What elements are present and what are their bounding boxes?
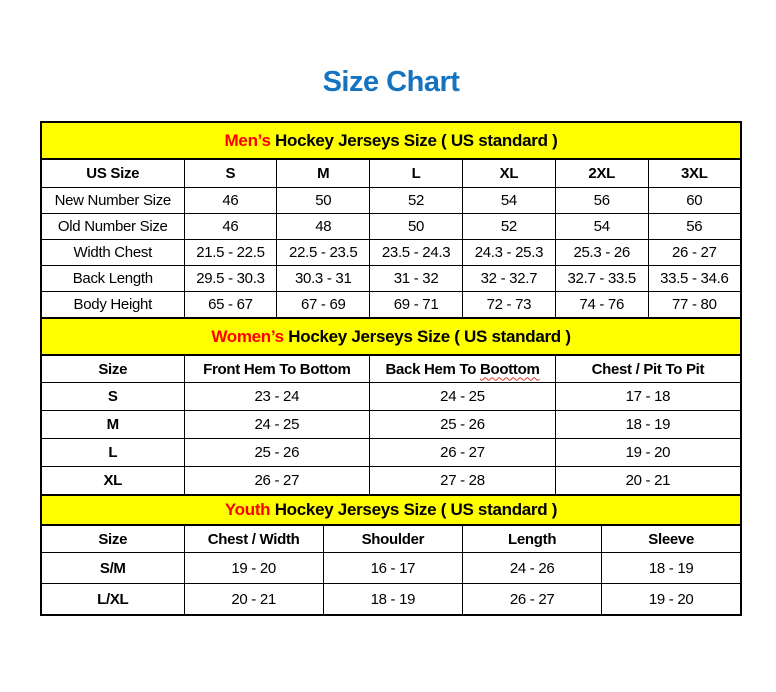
value-cell: 31 - 32	[370, 266, 463, 292]
value-cell: 23 - 24	[184, 383, 370, 411]
row-label-cell: XL	[41, 467, 184, 496]
value-cell: 20 - 21	[555, 467, 741, 496]
column-header-cell: Chest / Width	[184, 525, 323, 553]
value-cell: 52	[370, 188, 463, 214]
column-header-row	[41, 525, 741, 553]
section-band-row	[41, 495, 741, 525]
table-row	[41, 214, 741, 240]
section-band-row	[41, 122, 741, 159]
section-title-rest: Hockey Jerseys Size ( US standard )	[270, 500, 558, 519]
table-row	[41, 266, 741, 292]
column-header-cell: US Size	[41, 159, 184, 188]
table-row	[41, 292, 741, 319]
row-label-cell: L/XL	[41, 584, 184, 616]
row-label-cell: Old Number Size	[41, 214, 184, 240]
value-cell: 65 - 67	[184, 292, 277, 319]
row-label-cell: L	[41, 439, 184, 467]
value-cell: 56	[555, 188, 648, 214]
column-header-cell: Chest / Pit To Pit	[555, 355, 741, 383]
column-header-cell: 3XL	[648, 159, 741, 188]
womens-size-table	[40, 317, 742, 496]
value-cell: 32 - 32.7	[462, 266, 555, 292]
value-cell: 50	[277, 188, 370, 214]
row-label-cell: New Number Size	[41, 188, 184, 214]
section-title-cell	[41, 122, 741, 159]
value-cell: 46	[184, 214, 277, 240]
table-row	[41, 240, 741, 266]
table-row	[41, 439, 741, 467]
value-cell: 21.5 - 22.5	[184, 240, 277, 266]
value-cell: 19 - 20	[602, 584, 741, 616]
value-cell: 56	[648, 214, 741, 240]
section-title-rest: Hockey Jerseys Size ( US standard )	[283, 326, 571, 346]
column-header-cell: Sleeve	[602, 525, 741, 553]
value-cell: 67 - 69	[277, 292, 370, 319]
column-header-cell: Length	[463, 525, 602, 553]
value-cell: 72 - 73	[462, 292, 555, 319]
value-cell: 24 - 25	[370, 383, 556, 411]
value-cell: 50	[370, 214, 463, 240]
table-row	[41, 584, 741, 616]
value-cell: 26 - 27	[184, 467, 370, 496]
section-title-highlight: Women’s	[211, 326, 284, 346]
value-cell: 29.5 - 30.3	[184, 266, 277, 292]
value-cell: 25.3 - 26	[555, 240, 648, 266]
table-row	[41, 383, 741, 411]
value-cell: 26 - 27	[648, 240, 741, 266]
table-row	[41, 553, 741, 584]
value-cell: 24.3 - 25.3	[462, 240, 555, 266]
section-title-rest: Hockey Jerseys Size ( US standard )	[270, 130, 558, 150]
value-cell: 52	[462, 214, 555, 240]
table-row	[41, 188, 741, 214]
value-cell: 30.3 - 31	[277, 266, 370, 292]
value-cell: 26 - 27	[370, 439, 556, 467]
value-cell: 46	[184, 188, 277, 214]
value-cell: 19 - 20	[184, 553, 323, 584]
column-header-row	[41, 159, 741, 188]
value-cell: 16 - 17	[323, 553, 462, 584]
value-cell: 32.7 - 33.5	[555, 266, 648, 292]
misspelled-word: Boottom	[479, 360, 540, 378]
section-title-highlight: Youth	[224, 500, 271, 519]
column-header-row	[41, 355, 741, 383]
table-row	[41, 467, 741, 496]
value-cell: 33.5 - 34.6	[648, 266, 741, 292]
column-header-cell: M	[277, 159, 370, 188]
value-cell: 54	[462, 188, 555, 214]
column-header-cell: Size	[41, 355, 184, 383]
table-row	[41, 411, 741, 439]
column-header-cell: 2XL	[555, 159, 648, 188]
value-cell: 22.5 - 23.5	[277, 240, 370, 266]
column-header-cell: L	[370, 159, 463, 188]
column-header-cell: Shoulder	[323, 525, 462, 553]
value-cell: 54	[555, 214, 648, 240]
section-title-cell	[41, 318, 741, 355]
column-header-cell: S	[184, 159, 277, 188]
row-label-cell: S/M	[41, 553, 184, 584]
column-header-cell: Front Hem To Bottom	[184, 355, 370, 383]
value-cell: 18 - 19	[555, 411, 741, 439]
row-label-cell: Back Length	[41, 266, 184, 292]
page-title: Size Chart	[322, 66, 460, 98]
value-cell: 69 - 71	[370, 292, 463, 319]
value-cell: 18 - 19	[323, 584, 462, 616]
section-title-cell	[41, 495, 741, 525]
row-label-cell: Width Chest	[41, 240, 184, 266]
value-cell: 25 - 26	[184, 439, 370, 467]
section-title-highlight: Men’s	[224, 130, 271, 150]
value-cell: 18 - 19	[602, 553, 741, 584]
row-label-cell: S	[41, 383, 184, 411]
value-cell: 19 - 20	[555, 439, 741, 467]
value-cell: 23.5 - 24.3	[370, 240, 463, 266]
youth-size-table	[40, 494, 742, 616]
column-header-cell: Back Hem To Boottom	[370, 355, 556, 383]
column-header-cell: XL	[462, 159, 555, 188]
value-cell: 60	[648, 188, 741, 214]
column-header-cell: Size	[41, 525, 184, 553]
value-cell: 24 - 25	[184, 411, 370, 439]
section-band-row	[41, 318, 741, 355]
value-cell: 26 - 27	[463, 584, 602, 616]
value-cell: 77 - 80	[648, 292, 741, 319]
value-cell: 20 - 21	[184, 584, 323, 616]
value-cell: 25 - 26	[370, 411, 556, 439]
value-cell: 48	[277, 214, 370, 240]
value-cell: 27 - 28	[370, 467, 556, 496]
value-cell: 17 - 18	[555, 383, 741, 411]
size-chart-tables	[40, 121, 742, 616]
row-label-cell: Body Height	[41, 292, 184, 319]
value-cell: 24 - 26	[463, 553, 602, 584]
value-cell: 74 - 76	[555, 292, 648, 319]
mens-size-table	[40, 121, 742, 319]
row-label-cell: M	[41, 411, 184, 439]
